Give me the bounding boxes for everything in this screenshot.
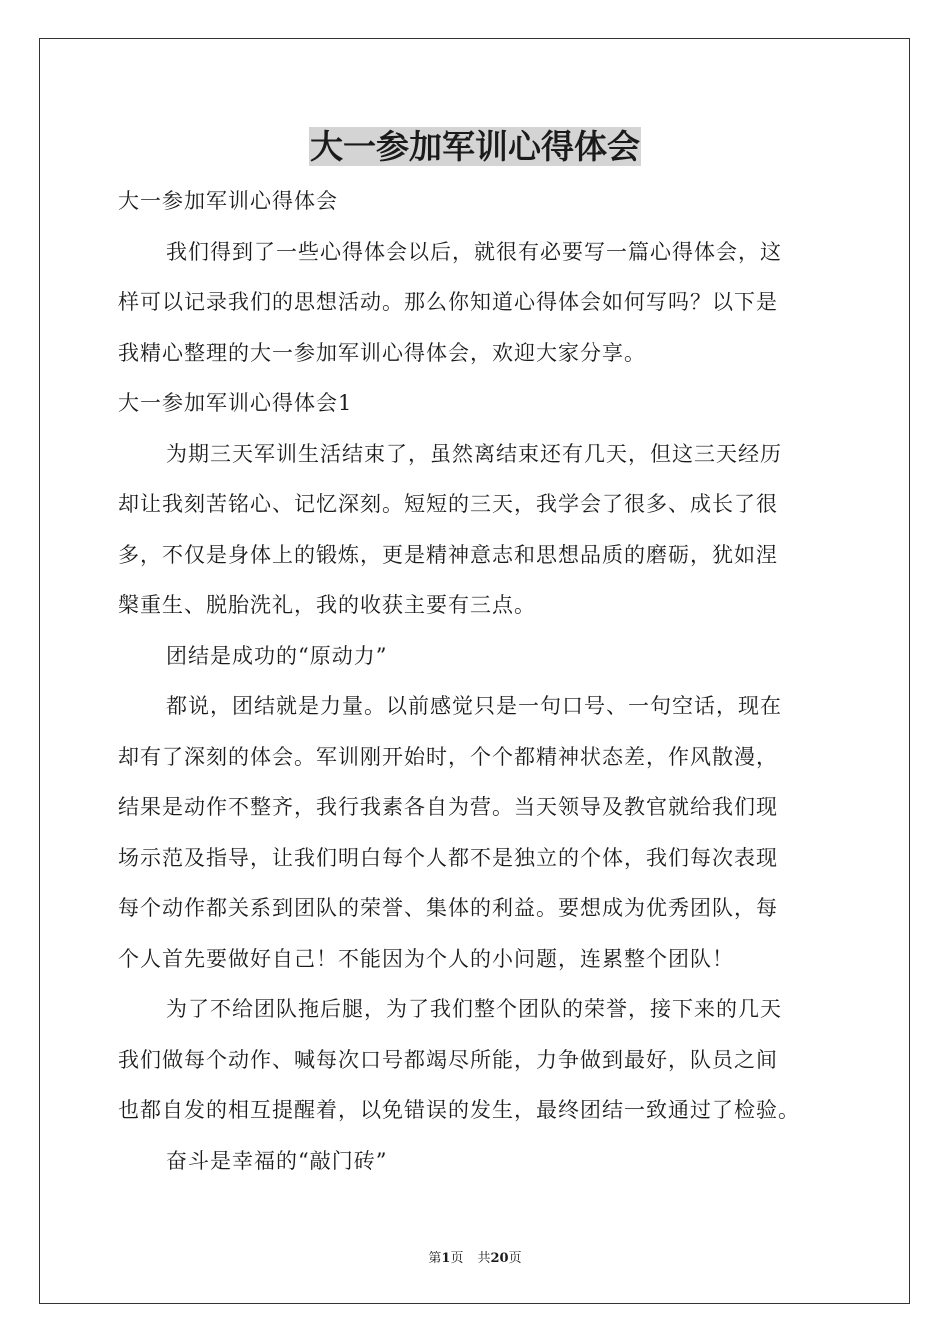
paragraph-line: 都说，团结就是力量。以前感觉只是一句口号、一句空话，现在 — [166, 694, 782, 718]
page-total: 20 — [490, 1251, 509, 1266]
paragraph-line: 为了不给团队拖后腿，为了我们整个团队的荣誉，接下来的几天 — [166, 997, 782, 1021]
paragraph-line: 槃重生、脱胎洗礼，我的收获主要有三点。 — [118, 593, 536, 617]
subheading-line: 团结是成功的“原动力” — [166, 643, 388, 668]
paragraph-line: 为期三天军训生活结束了，虽然离结束还有几天，但这三天经历 — [166, 441, 782, 466]
paragraph-line: 每个动作都关系到团队的荣誉、集体的利益。要想成为优秀团队，每 — [118, 896, 778, 920]
total-prefix: 共 — [477, 1251, 491, 1266]
paragraph-line: 结果是动作不整齐，我行我素各自为营。当天领导及教官就给我们现 — [118, 795, 778, 819]
page-prefix: 第 — [428, 1251, 442, 1266]
paragraph-line: 多，不仅是身体上的锻炼，更是精神意志和思想品质的磨砺，犹如涅 — [118, 542, 778, 567]
subheading-line: 奋斗是幸福的“敲门砖” — [166, 1148, 388, 1173]
page-footer — [0, 1247, 950, 1266]
paragraph-line: 场示范及指导，让我们明白每个人都不是独立的个体，我们每次表现 — [118, 845, 778, 870]
paragraph-line: 却让我刻苦铭心、记忆深刻。短短的三天，我学会了很多、成长了很 — [118, 492, 778, 516]
section-heading: 大一参加军训心得体会1 — [118, 391, 353, 415]
paragraph-line: 个人首先要做好自己！不能因为个人的小问题，连累整个团队！ — [118, 946, 734, 971]
page-suffix: 页 — [450, 1251, 464, 1266]
paragraph-line: 也都自发的相互提醒着，以免错误的发生，最终团结一致通过了检验。 — [118, 1098, 800, 1122]
page-current: 1 — [441, 1251, 451, 1266]
total-suffix: 页 — [508, 1251, 522, 1266]
subtitle-line: 大一参加军训心得体会 — [118, 189, 338, 213]
paragraph-line: 样可以记录我们的思想活动。那么你知道心得体会如何写吗？以下是 — [118, 290, 778, 314]
document-body — [118, 176, 836, 1186]
paragraph-line: 我们做每个动作、喊每次口号都竭尽所能，力争做到最好，队员之间 — [118, 1047, 778, 1072]
title-highlight: 大一参加军训心得体会 — [310, 127, 640, 166]
paragraph-line: 我们得到了一些心得体会以后，就很有必要写一篇心得体会，这 — [166, 239, 782, 264]
paragraph-line: 却有了深刻的体会。军训刚开始时，个个都精神状态差，作风散漫， — [118, 744, 778, 769]
document-title — [0, 124, 950, 170]
paragraph-line: 我精心整理的大一参加军训心得体会，欢迎大家分享。 — [118, 340, 646, 365]
